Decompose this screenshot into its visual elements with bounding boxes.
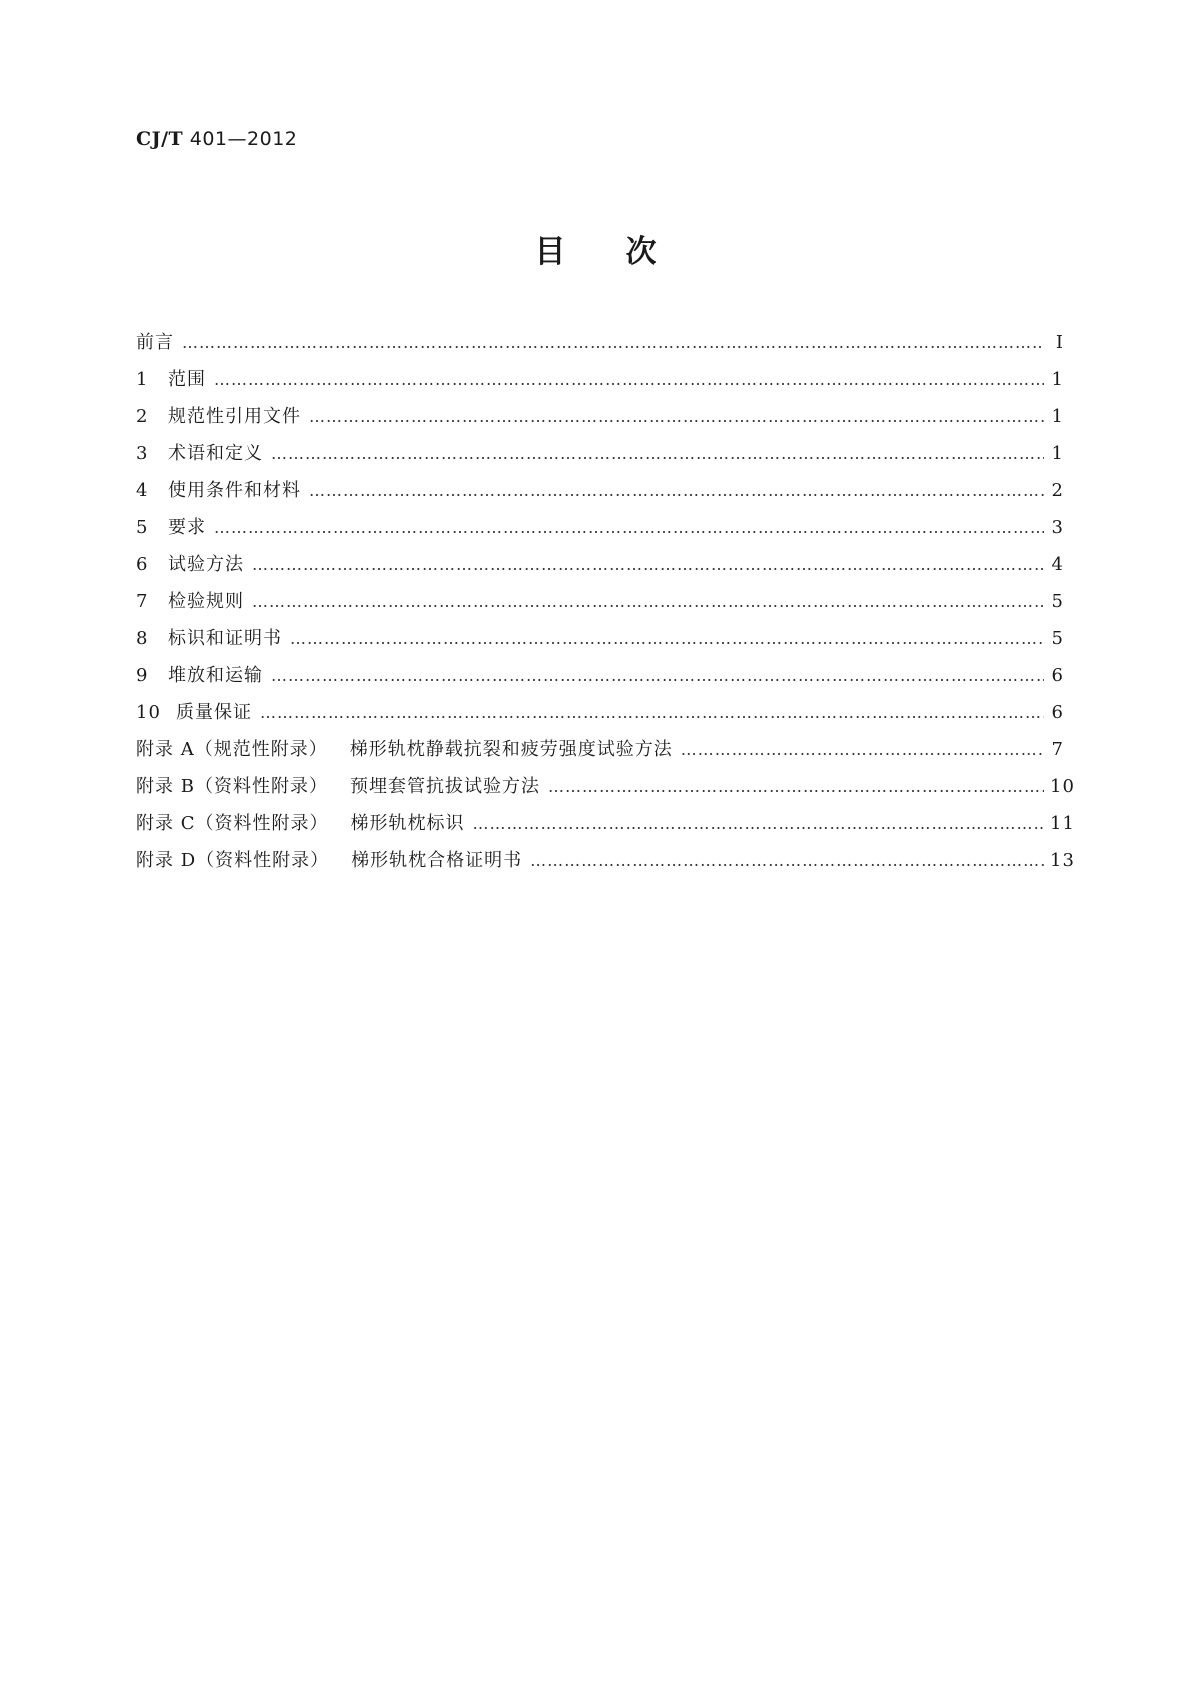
toc-entry-page: 1	[1051, 369, 1064, 390]
toc-entry-3[interactable]	[136, 439, 1064, 476]
toc-entry-page: 1	[1051, 406, 1064, 427]
toc-entry-number: 10	[136, 702, 161, 723]
toc-appendix-tag: 附录 A（规范性附录）	[136, 739, 328, 760]
toc-leader-dots	[309, 481, 1044, 500]
toc-entry-page: 2	[1051, 480, 1064, 501]
toc-entry-page: 11	[1050, 813, 1075, 834]
toc-entry-number: 4	[136, 480, 149, 501]
toc-entry-page: 1	[1051, 443, 1064, 464]
toc-entry-title: 使用条件和材料	[168, 480, 301, 501]
toc-entry-6[interactable]	[136, 550, 1064, 587]
toc-entry-number: 8	[136, 628, 149, 649]
toc-entry-title: 梯形轨枕合格证明书	[351, 850, 523, 871]
toc-entry-title: 堆放和运输	[168, 665, 263, 686]
toc-entry-page: 4	[1051, 554, 1064, 575]
toc-leader-dots	[309, 407, 1044, 426]
toc-entry-page: 10	[1050, 776, 1075, 797]
toc-entry-number: 5	[136, 517, 149, 538]
toc-entry-appendix-d[interactable]	[136, 846, 1075, 883]
toc-entry-foreword[interactable]	[136, 328, 1064, 365]
toc-leader-dots	[271, 666, 1044, 685]
toc-entry-appendix-a[interactable]	[136, 735, 1064, 772]
toc-entry-title: 术语和定义	[168, 443, 263, 464]
toc-entry-9[interactable]	[136, 661, 1064, 698]
toc-leader-dots	[214, 518, 1044, 537]
toc-entry-appendix-b[interactable]	[136, 772, 1075, 809]
toc-entry-title: 梯形轨枕标识	[350, 813, 465, 834]
toc-entry-title: 标识和证明书	[168, 628, 282, 649]
toc-entry-4[interactable]	[136, 476, 1064, 513]
toc-leader-dots	[214, 370, 1044, 389]
toc-entry-1[interactable]	[136, 365, 1064, 402]
toc-leader-dots	[252, 555, 1044, 574]
toc-entry-appendix-c[interactable]	[136, 809, 1075, 846]
toc-entry-title: 检验规则	[168, 591, 244, 612]
toc-entry-title: 规范性引用文件	[168, 406, 301, 427]
toc-appendix-tag: 附录 B（资料性附录）	[136, 776, 328, 797]
toc-leader-dots	[260, 703, 1044, 722]
toc-entry-page: 6	[1051, 702, 1064, 723]
toc-entry-page: 3	[1051, 517, 1064, 538]
toc-entry-number: 2	[136, 406, 149, 427]
toc-appendix-tag: 附录 C（资料性附录）	[136, 813, 329, 834]
toc-entry-8[interactable]	[136, 624, 1064, 661]
toc-entry-2[interactable]	[136, 402, 1064, 439]
toc-entry-title: 范围	[168, 369, 206, 390]
toc-leader-dots	[530, 851, 1044, 870]
toc-entry-page: Ⅰ	[1055, 332, 1064, 353]
toc-leader-dots	[252, 592, 1044, 611]
toc-entry-page: 7	[1051, 739, 1064, 760]
toc-entry-page: 13	[1050, 850, 1075, 871]
toc-leader-dots	[473, 814, 1045, 833]
page-title: 目次	[534, 234, 717, 270]
toc-entry-title: 梯形轨枕静载抗裂和疲劳强度试验方法	[349, 739, 673, 760]
toc-entry-page: 5	[1051, 591, 1064, 612]
table-of-contents	[136, 328, 1075, 883]
toc-entry-page: 5	[1051, 628, 1064, 649]
document-code	[136, 128, 297, 150]
toc-leader-dots	[290, 629, 1044, 648]
document-code-prefix: CJ/T	[136, 128, 184, 150]
document-code-number: 401—2012	[189, 128, 298, 150]
toc-leader-dots	[182, 333, 1044, 352]
toc-entry-10[interactable]	[136, 698, 1064, 735]
toc-entry-title: 质量保证	[176, 702, 252, 723]
toc-entry-title: 预埋套管抗拔试验方法	[349, 776, 540, 797]
toc-leader-dots	[271, 444, 1044, 463]
toc-entry-page: 6	[1051, 665, 1064, 686]
toc-entry-title: 前言	[136, 332, 174, 353]
toc-entry-title: 要求	[168, 517, 206, 538]
toc-appendix-tag: 附录 D（资料性附录）	[136, 850, 330, 871]
toc-leader-dots	[548, 777, 1044, 796]
toc-entry-number: 7	[136, 591, 149, 612]
toc-entry-number: 1	[136, 369, 149, 390]
toc-leader-dots	[681, 740, 1044, 759]
toc-entry-number: 6	[136, 554, 149, 575]
toc-entry-number: 3	[136, 443, 149, 464]
toc-entry-5[interactable]	[136, 513, 1064, 550]
toc-entry-number: 9	[136, 665, 149, 686]
toc-entry-7[interactable]	[136, 587, 1064, 624]
toc-entry-title: 试验方法	[168, 554, 244, 575]
